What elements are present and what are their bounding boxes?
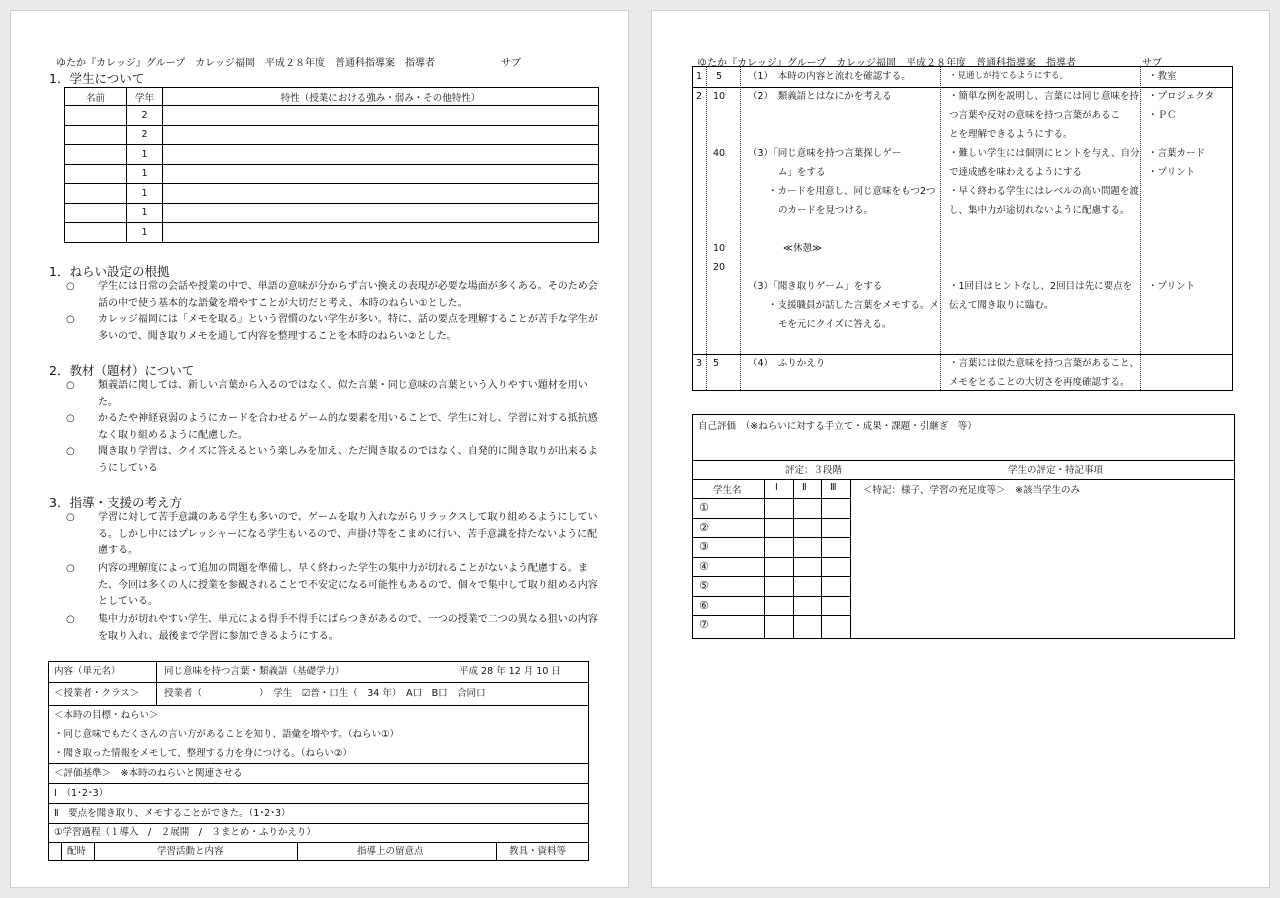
time-value: 5	[713, 358, 720, 369]
students-table	[64, 87, 599, 243]
bullet-icon: ○	[66, 281, 75, 292]
note-line: つ言葉や反対の意味を持つ言葉があるこ	[949, 110, 1121, 121]
tool-item: ・プリント	[1148, 167, 1196, 178]
remarks-note: ＜特記：様子、学習の充足度等＞ ※該当学生のみ	[863, 485, 1080, 496]
tool-item: ・ＰＣ	[1148, 110, 1177, 121]
self-evaluation-table	[692, 414, 1235, 639]
grade-cell: 2	[127, 106, 163, 126]
scale-label: 評定：３段階	[785, 465, 843, 476]
students-section-title: 1．学生について	[49, 71, 145, 86]
bullet-icon: ○	[66, 446, 75, 457]
activity-line: （4） ふりかえり	[748, 358, 826, 369]
bullet-icon: ○	[66, 380, 75, 391]
col-name: 名前	[65, 88, 127, 106]
document-page-1	[10, 10, 629, 888]
list-item: ○ 学生には日常の会話や授業の中で、単語の意味が分からず言い換えの表現が必要な場面が多くある。そのため会話の中で使う基本的な語彙を増やすことが大切だと考え、本時のねらい①とした。	[66, 281, 598, 309]
activity-line: （1） 本時の内容と流れを確認する。	[748, 71, 911, 82]
list-item: ○ 類義語に関しては、新しい言葉から入るのではなく、似た言葉・同じ意味の言葉という入りやすい題材を用いた。	[66, 380, 588, 408]
note-line: ・難しい学生には個別にヒントを与え、自分	[949, 148, 1140, 159]
activity-line: のカードを見つける。	[778, 205, 874, 216]
criteria-label: ＜評価基準＞ ※本時のねらいと関連させる	[49, 764, 588, 784]
time-value: 20	[713, 262, 726, 273]
note-line: ・簡単な例を説明し、言葉には同じ意味を持	[949, 91, 1140, 102]
col-level-1: Ⅰ	[775, 482, 778, 493]
table-row	[65, 203, 599, 223]
time-value: 40	[713, 148, 726, 159]
list-item: ○ 聞き取り学習は、クイズに答えるという楽しみを加え、ただ聞き取るのではなく、自発的に聞き取りが出来るようにしている	[66, 446, 598, 474]
stage-number: 2	[696, 91, 703, 102]
activity-line: ム」をする	[778, 167, 826, 178]
criteria-2: Ⅱ 要点を聞き取り、メモすることができた。（1･2･3）	[49, 804, 588, 824]
bullet-icon: ○	[66, 314, 75, 325]
table-row	[65, 106, 599, 126]
col-tools: 教具・資料等	[509, 846, 567, 857]
list-item: ○ かるたや神経衰弱のようにカードを合わせるゲーム的な要素を用いることで、学生に対し、学習に対する抵抗感なく取り組めるように配慮した。	[66, 413, 598, 441]
tool-item: ・プリント	[1148, 281, 1196, 292]
goal-row	[49, 706, 588, 764]
class-row	[49, 683, 588, 706]
aim-section-title: 1．ねらい設定の根拠	[49, 264, 170, 279]
grade-cell: 1	[127, 164, 163, 184]
tool-item: ・言葉カード	[1148, 148, 1206, 159]
header-text: ゆたか『カレッジ』グループ カレッジ福岡 平成２８年度 普通科指導案 指導者	[697, 58, 1076, 69]
table-row	[65, 145, 599, 165]
lesson-info-box	[48, 661, 589, 861]
tool-item: ・教室	[1148, 71, 1177, 82]
note-line: 伝えて聞き取りに臨む。	[949, 300, 1054, 311]
material-section-title: 2．教材（題材）について	[49, 363, 195, 378]
student-marker: ⑤	[699, 579, 709, 592]
note-line: で達成感を味わえるようにする	[949, 167, 1083, 178]
remarks-label: 学生の評定・特記事項	[1008, 465, 1104, 476]
header-text: ゆたか『カレッジ』グループ カレッジ福岡 平成２８年度 普通科指導案 指導者	[56, 58, 435, 69]
bullet-icon: ○	[66, 413, 75, 424]
table-row	[65, 125, 599, 145]
criteria-1: Ⅰ （1･2･3）	[49, 784, 588, 804]
activity-line: ≪休憩≫	[783, 243, 822, 254]
page-header	[56, 54, 521, 69]
col-level-3: Ⅲ	[830, 482, 837, 493]
class-label: ＜授業者・クラス＞	[54, 688, 140, 699]
student-marker: ③	[699, 540, 709, 553]
list-item: ○ カレッジ福岡には「メモを取る」という習慣のない学生が多い。特に、話の要点を理解することが苦手な学生が多いので、聞き取りメモを通して内容を整理することを本時のねらい②とした。	[66, 314, 598, 342]
student-marker: ④	[699, 559, 709, 573]
stage-number: 1	[696, 71, 703, 82]
note-line: し、集中力が途切れないように配慮する。	[949, 205, 1130, 216]
goal-1: ・同じ意味でもたくさんの言い方があることを知り、語彙を増やす。（ねらい①）	[54, 729, 400, 740]
bullet-icon: ○	[66, 563, 75, 574]
unit-label: 内容（単元名）	[54, 666, 121, 677]
activity-line: ・カードを用意し、同じ意味をもつ2つ	[768, 186, 936, 197]
evaluation-title: 自己評価 （※ねらいに対する手立て・成果・課題・引継ぎ 等）	[698, 421, 977, 432]
note-line: とを理解できるようにする。	[949, 129, 1073, 140]
col-trait: 特性（授業における強み・弱み・その他特性）	[163, 88, 599, 106]
grade-cell: 2	[127, 125, 163, 145]
student-marker: ①	[699, 501, 709, 514]
note-line: ・早く終わる学生にはレベルの高い問題を渡	[949, 186, 1140, 197]
activity-line: （3）「聞き取りゲーム」をする	[748, 281, 883, 292]
goal-2: ・聞き取った情報をメモして、整理する力を身につける。（ねらい②）	[54, 748, 352, 759]
student-marker: ②	[699, 520, 709, 534]
process-label: ①学習過程（１導入 / ２展開 / ３まとめ・ふりかえり）	[49, 824, 588, 843]
col-level-2: Ⅱ	[802, 482, 807, 493]
unit-value: 同じ意味を持つ言葉・類義語（基礎学力）	[164, 666, 345, 677]
bullet-icon: ○	[66, 512, 75, 523]
col-grade: 学年	[127, 88, 163, 106]
list-item: ○ 集中力が切れやすい学生、単元による得手不得手にばらつきがあるので、一つの授業で二つの異なる狙いの内容を取り入れ、最後まで学習に参加できるようにする。	[66, 614, 598, 642]
students-table-header	[65, 88, 599, 106]
activity-line: ・支援職員が話した言葉をメモする。メ	[768, 300, 940, 311]
unit-row	[49, 662, 588, 683]
grade-cell: 1	[127, 203, 163, 223]
col-notes: 指導上の留意点	[357, 846, 424, 857]
class-value: 授業者（ ） 学生 ☑普・口生（ 34 年） A口 B口 合同口	[164, 688, 486, 699]
grade-cell: 1	[127, 184, 163, 204]
note-line: ・言葉には似た意味を持つ言葉があること、	[949, 358, 1140, 369]
time-value: 10	[713, 243, 726, 254]
table-row	[65, 164, 599, 184]
activity-line: （3）「同じ意味を持つ言葉探しゲー	[748, 148, 902, 159]
grade-cell: 1	[127, 223, 163, 243]
header-sub: サブ	[1142, 58, 1162, 69]
process-columns	[49, 843, 588, 861]
time-value: 10	[713, 91, 726, 102]
student-marker: ⑦	[699, 618, 709, 631]
table-row	[65, 184, 599, 204]
col-student-name: 学生名	[713, 485, 742, 496]
list-item: ○ 学習に対して苦手意識のある学生も多いので、ゲームを取り入れながらリラックスして取り組めるようにしている。しかし中にはプレッシャーになる学生もいるので、声掛け等をこまめに行い、苦手意識を持たないように配慮する。	[66, 512, 598, 556]
lesson-plan-table	[692, 66, 1233, 391]
note-line: メモをとることの大切さを再度確認する。	[949, 377, 1130, 388]
support-section-title: 3．指導・支援の考え方	[49, 495, 182, 510]
activity-line: モを元にクイズに答える。	[778, 319, 892, 330]
list-item: ○ 内容の理解度によって追加の問題を準備し、早く終わった学生の集中力が切れることがないよう配慮する。また、今回は多くの人に授業を参観されることで不安定になる可能性もあるので、個々で集中して取り組める内容としている。	[66, 563, 598, 607]
note-line: ・見通しが持てるようにする。	[949, 71, 1069, 81]
lesson-date: 平成 28 年 12 月 10 日	[459, 666, 561, 677]
goal-label: ＜本時の目標・ねらい＞	[54, 710, 159, 721]
grade-cell: 1	[127, 145, 163, 165]
tool-item: ・プロジェクタ	[1148, 91, 1215, 102]
activity-line: （2） 類義語とはなにかを考える	[748, 91, 892, 102]
time-value: 5	[716, 71, 723, 82]
col-time: 配時	[67, 846, 87, 857]
header-sub: サブ	[501, 58, 521, 69]
stage-number: 3	[696, 358, 703, 369]
col-activity: 学習活動と内容	[157, 846, 224, 857]
student-marker: ⑥	[699, 598, 709, 612]
note-line: ・1回目はヒントなし、2回目は先に要点を	[949, 281, 1133, 292]
table-row	[65, 223, 599, 243]
bullet-icon: ○	[66, 614, 75, 625]
document-page-2	[651, 10, 1270, 888]
